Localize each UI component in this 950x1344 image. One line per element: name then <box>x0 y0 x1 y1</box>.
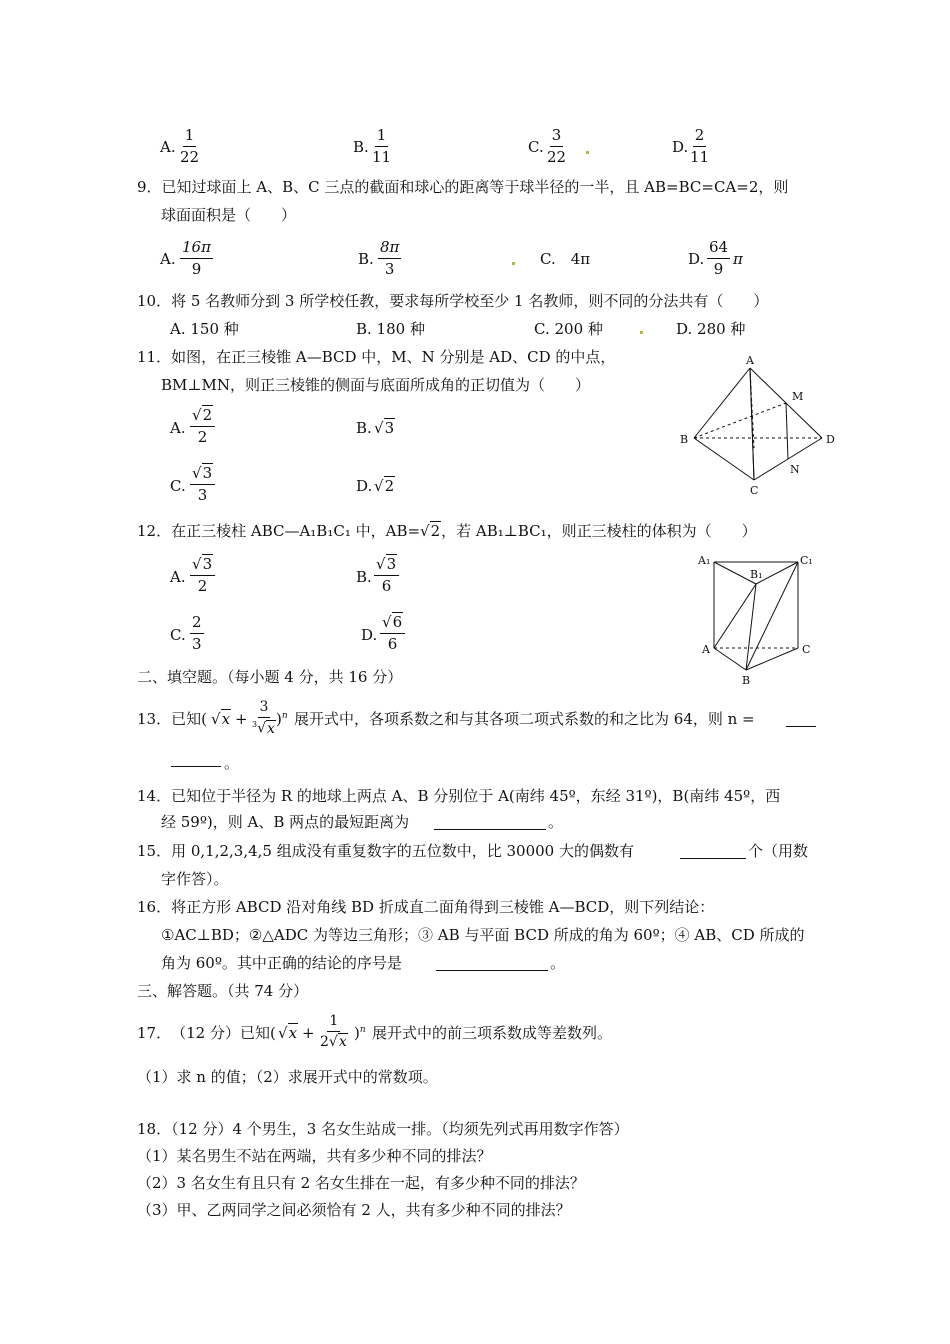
q11-stem-line2: BM⊥MN，则正三棱锥的侧面与底面所成角的正切值为（ ） <box>161 376 590 394</box>
q8-option-a-label: A. <box>160 138 176 156</box>
q17-prefix: 17． （12 分）已知( <box>137 1024 276 1042</box>
q15-stem-line1-end: 个（用数 <box>748 842 809 860</box>
q16-stem-line3: 角为 60º。其中正确的结论的序号是 <box>161 954 402 972</box>
q11-option-c-label: C. <box>170 477 186 495</box>
q9-option-b-fraction: $\frac{8\pi}{3}$ <box>380 238 400 278</box>
q10-option-b: B. 180 种 <box>356 320 425 338</box>
section-3-heading: 三、解答题。（共 74 分） <box>137 982 309 1000</box>
q14-answer-blank[interactable] <box>434 814 546 830</box>
fig-label-c1: C₁ <box>800 554 813 567</box>
fig-label-m: M <box>792 390 804 403</box>
q17-plus: + <box>302 1024 315 1042</box>
q11-tetrahedron-figure <box>670 350 850 500</box>
q12-option-a-fraction: $\frac{√3}{2}$ <box>190 557 215 594</box>
q13-close-paren: )$^n$ <box>276 710 288 728</box>
q11-option-d-sqrt: √2 <box>374 477 395 495</box>
q8-option-b-label: B. <box>353 138 369 156</box>
q11-option-b-sqrt: √3 <box>374 419 395 437</box>
fig-label-c: C <box>802 643 811 656</box>
q9-option-d-label: D. <box>688 250 705 268</box>
q11-option-a-fraction: $\frac{√2}{2}$ <box>190 408 215 445</box>
q18-sub-3: （3）甲、乙两同学之间必须恰有 2 人，共有多少种不同的排法？ <box>137 1201 571 1219</box>
q17-sqrt-x: √x <box>278 1024 298 1042</box>
q8-option-b-fraction: $\frac{1}{11}$ <box>372 126 392 166</box>
q12-option-c-label: C. <box>170 626 186 644</box>
q10-stem: 10．将 5 名教师分到 3 所学校任教，要求每所学校至少 1 名教师，则不同的分法共有（ ） <box>137 292 769 310</box>
q13-stem: 展开式中，各项系数之和与其各项二项式系数的和之比为 64，则 n = <box>294 710 755 728</box>
q13-end: 。 <box>224 754 240 772</box>
q15-stem-line1: 15．用 0,1,2,3,4,5 组成没有重复数字的五位数中，比 30000 大的偶数有 <box>137 842 634 860</box>
q13-prefix: 13．已知( <box>137 710 207 728</box>
q13-sqrt-x: √x <box>211 710 231 728</box>
q9-option-b-label: B. <box>358 250 374 268</box>
q18-sub-2: （2）3 名女生有且只有 2 名女生排在一起，有多少种不同的排法？ <box>137 1174 585 1192</box>
q12-option-d-label: D. <box>361 626 378 644</box>
q16-answer-blank[interactable] <box>436 955 548 971</box>
q13-answer-blank[interactable] <box>786 712 816 727</box>
fig-label-a1: A₁ <box>698 554 711 567</box>
q8-option-a-fraction: $\frac{1}{22}$ <box>180 126 200 166</box>
q15-stem-line2: 字作答）。 <box>161 870 229 888</box>
q12-option-a-label: A. <box>170 568 186 586</box>
q9-option-c: C. 4π <box>540 250 591 268</box>
q10-option-d: D. 280 种 <box>676 320 746 338</box>
q11-stem-line1: 11．如图，在正三棱锥 A—BCD 中，M、N 分别是 AD、CD 的中点， <box>137 348 616 366</box>
q17-stem: 展开式中的前三项系数成等差数列。 <box>372 1024 613 1042</box>
q8-option-c-label: C. <box>528 138 544 156</box>
q8-option-d-label: D. <box>672 138 689 156</box>
q9-stem-line1: 9．已知过球面上 A、B、C 三点的截面和球心的距离等于球半径的一半，且 AB=BC=CA=2，则 <box>137 178 789 196</box>
q9-option-d-pi: π <box>733 250 743 268</box>
q12-option-b-label: B. <box>356 568 372 586</box>
fig-label-d: D <box>826 433 835 446</box>
fig-label-b: B <box>680 433 689 446</box>
q10-option-a: A. 150 种 <box>170 320 239 338</box>
fig-label-b1: B₁ <box>750 568 763 581</box>
fig-label-a: A <box>702 643 710 656</box>
speck <box>512 262 515 265</box>
q12-option-c-fraction: $\frac{2}{3}$ <box>192 613 202 653</box>
q8-option-d-fraction: $\frac{2}{11}$ <box>690 126 710 166</box>
q12-option-d-fraction: $\frac{√6}{6}$ <box>380 615 405 652</box>
q9-stem-line2: 球面面积是（ ） <box>161 206 297 224</box>
q13-fraction: $\frac{3}{^3√x}$ <box>252 699 275 737</box>
q13-answer-blank-cont[interactable] <box>171 752 221 767</box>
q14-end: 。 <box>548 813 564 831</box>
q13-plus: + <box>235 710 248 728</box>
fig-label-n: N <box>790 463 800 476</box>
q8-option-c-fraction: $\frac{3}{22}$ <box>547 126 567 166</box>
fig-label-c: C <box>750 484 759 497</box>
q17-close-paren: )$^n$ <box>354 1024 366 1042</box>
q11-option-a-label: A. <box>170 419 186 437</box>
q14-stem-line2: 经 59º)，则 A、B 两点的最短距离为 <box>161 813 410 831</box>
q17-subquestions: （1）求 n 的值；（2）求展开式中的常数项。 <box>137 1068 438 1086</box>
q12-option-b-fraction: $\frac{√3}{6}$ <box>374 557 399 594</box>
q15-answer-blank[interactable] <box>680 843 746 859</box>
fig-label-b: B <box>742 674 751 687</box>
q9-option-a-fraction: $\frac{16\pi}{9}$ <box>182 238 211 278</box>
q16-end: 。 <box>550 954 566 972</box>
q18-sub-1: （1）某名男生不站在两端，共有多少种不同的排法？ <box>137 1147 492 1165</box>
section-2-heading: 二、填空题。（每小题 4 分，共 16 分） <box>137 668 403 686</box>
q12-prism-figure <box>690 550 830 690</box>
q11-option-d-label: D. <box>356 477 373 495</box>
speck <box>640 331 643 334</box>
q11-option-c-fraction: $\frac{√3}{3}$ <box>190 466 215 503</box>
q17-fraction: $\frac{1}{2√x}$ <box>320 1013 347 1050</box>
q10-option-c: C. 200 种 <box>534 320 603 338</box>
q16-stem-line1: 16．将正方形 ABCD 沿对角线 BD 折成直二面角得到三棱锥 A—BCD，则下列结论： <box>137 898 715 916</box>
q18-stem: 18．（12 分）4 个男生，3 名女生站成一排。（均须先列式再用数字作答） <box>137 1120 629 1138</box>
q9-option-d-fraction: $\frac{64}{9}$ <box>709 238 729 278</box>
q16-stem-line2: ①AC⊥BD；②△ADC 为等边三角形；③ AB 与平面 BCD 所成的角为 60º；④ AB、CD 所成的 <box>161 926 805 944</box>
q12-stem: 12．在正三棱柱 ABC—A₁B₁C₁ 中，AB=√2，若 AB₁⊥BC₁，则正三棱柱的体积为（ ） <box>137 522 757 540</box>
speck <box>586 151 589 154</box>
fig-label-a: A <box>746 354 754 367</box>
q9-option-a-label: A. <box>160 250 176 268</box>
q11-option-b-label: B. <box>356 419 372 437</box>
q14-stem-line1: 14．已知位于半径为 R 的地球上两点 A、B 分别位于 A(南纬 45º，东经 31º)，B(南纬 45º，西 <box>137 787 781 805</box>
